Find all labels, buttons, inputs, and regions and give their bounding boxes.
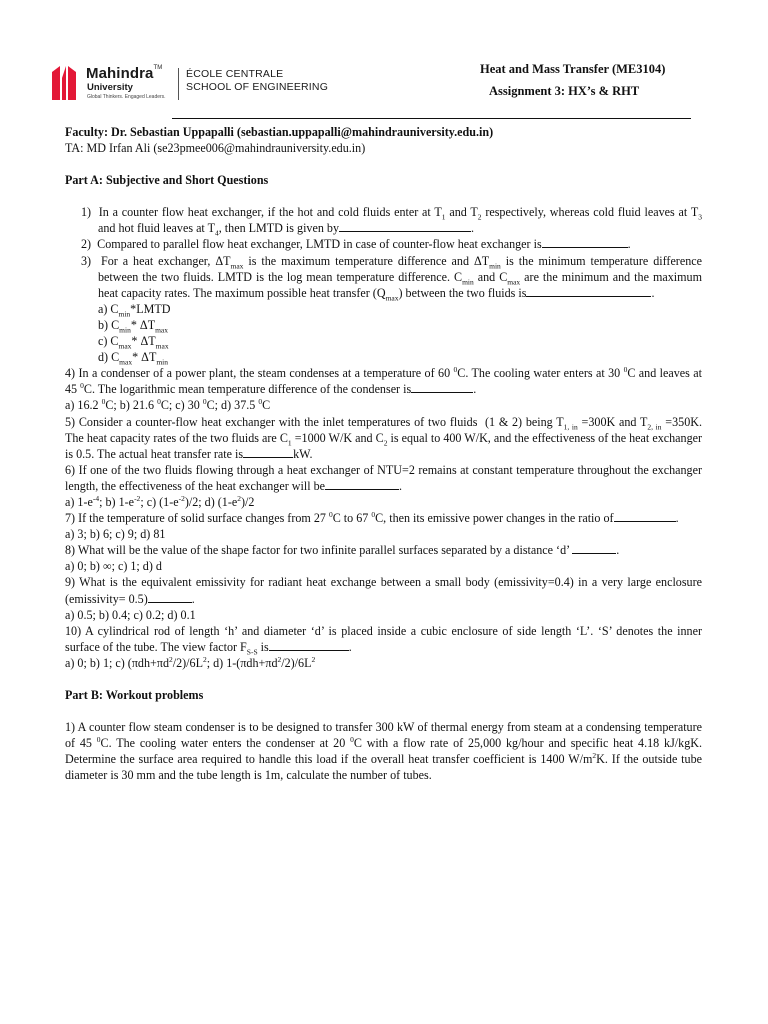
question-8-options: a) 0; b) ∞; c) 1; d) d xyxy=(65,559,162,574)
question-10-options: a) 0; b) 1; c) $(\pi dh+\pi d^2/2)/6L^2$; d) $1-(\pi dh+\pi d^2/2)/6L^2$ xyxy=(65,654,316,670)
question-3-option-d: d) $C_{max}*$ $\Delta T_{min}$ xyxy=(98,350,169,367)
question-7-options: a) 3; b) 6; c) 9; d) 81 xyxy=(65,527,166,542)
question-2: 2) Compared to parallel flow heat exchanger, LMTD in case of counter-flow heat exchanger is . xyxy=(81,237,631,252)
course-title: Heat and Mass Transfer (ME3104) xyxy=(480,62,666,76)
question-1: 1) In a counter flow heat exchanger, if the hot and cold fluids enter at $T_1$ and $T_2$ respectively, whereas cold fluid leaves at $T_3$ and hot fluid leaves at $T_4$, then LMTD is given by . xyxy=(81,205,702,238)
assignment-title: Assignment 3: HX’s & RHT xyxy=(489,84,640,98)
workout-problem-1: 1) A counter flow steam condenser is to be designed to transfer 300 kW of thermal energy from steam at a condensing temperature of 45 $^0$C. The cooling water enters the condenser at 20 $^0$C with a flow rate of 25,000 kg/hour and specific heat 4.18 kJ/kgK. Determine the surface area required to handle this load if the overall heat transfer coefficient is 1400 $W/m^2K$. If the outside tube diameter is 30 mm and the tube length is 1m, calculate the number of tubes. xyxy=(65,720,703,783)
question-3-option-c: c) $C_{max}*$ $\Delta T_{max}$ xyxy=(98,334,169,351)
mahindra-logo-icon xyxy=(52,66,82,100)
part-a-title: Part A: Subjective and Short Questions xyxy=(65,173,269,188)
question-4: 4) In a condenser of a power plant, the steam condenses at a temperature of 60 $^0$C. The cooling water enters at 30 $^0$C and leaves at 45 $^0$C. The logarithmic mean temperature difference of the condenser is . xyxy=(65,365,703,397)
question-3: 3) For a heat exchanger, $\Delta T_{max}$ is the maximum temperature difference and $\Delta T_{min}$ is the minimum temperature difference between the two fluids. LMTD is the log mean temperature difference. $C_{min}$ and $C_{max}$ are the minimum and the maximum heat capacity rates. The maximum possible heat transfer $(Q_{max})$ between the two fluids is . xyxy=(81,253,702,303)
logo-mahindra-text: Mahindra™ xyxy=(86,65,163,82)
question-4-options: a) 16.2 $^0$C; b) 21.6 $^0$C; c) 30 $^0$C; d) 37.5 $^0$C xyxy=(65,397,271,413)
faculty-line: Faculty: Dr. Sebastian Uppapalli (sebastian.uppapalli@mahindrauniversity.edu.in) xyxy=(65,125,494,139)
question-10: 10) A cylindrical rod of length ‘h’ and diameter ‘d’ is placed inside a cubic enclosure of side length ‘L’. ‘S’ denotes the inner surface of the tube. The view factor $F_{S-S}$ is . xyxy=(65,623,702,657)
question-3-option-b: b) $C_{min}*$ $\Delta T_{max}$ xyxy=(98,317,169,335)
question-7: 7) If the temperature of solid surface changes from 27 $^0$C to 67 $^0$C, then its emissive power changes in the ratio of . xyxy=(65,510,679,526)
question-5: 5) Consider a counter-flow heat exchanger with the inlet temperatures of two fluids (1 & 2) being $T_{1, in} =300K$ and $T_{2, in} =350K$. The heat capacity rates of the two fluids are $C_1 =1000$ W/K and $C_2$ is equal to 400 W/K, and the effectiveness of the heat exchanger is 0.5. The actual heat transfer rate is kW. xyxy=(65,414,703,461)
question-9-options: a) 0.5; b) 0.4; c) 0.2; d) 0.1 xyxy=(65,607,196,622)
school-name: ÉCOLE CENTRALE SCHOOL OF ENGINEERING xyxy=(186,68,329,93)
ta-line: TA: MD Irfan Ali (se23pmee006@mahindrauniversity.edu.in) xyxy=(65,141,366,156)
question-3-option-a: a) $C_{min}*LMTD$ xyxy=(98,301,171,319)
logo-tagline: Global Thinkers. Engaged Leaders. xyxy=(87,94,166,100)
part-b-title: Part B: Workout problems xyxy=(65,688,204,702)
logo-university-text: University xyxy=(87,82,133,93)
question-9: 9) What is the equivalent emissivity for radiant heat exchange between a small body (emissivity=0.4) in a very large enclosure (emissivity= 0.5) . xyxy=(65,575,702,606)
header-rule xyxy=(172,118,691,119)
document-body xyxy=(65,124,702,783)
question-8: 8) What will be the value of the shape factor for two infinite parallel surfaces separated by a distance ‘d’ . xyxy=(65,543,620,558)
logo-divider xyxy=(178,68,179,100)
university-logo xyxy=(52,66,352,106)
question-6: 6) If one of the two fluids flowing through a heat exchanger of NTU=2 remains at constant temperature throughout the exchanger length, the effectiveness of the heat exchanger will be . xyxy=(65,462,702,493)
question-6-options: a) $1-e^{-4}$; b) $1-e^{-2}$; c) $(1-e^{-2})/2$; d) $(1-e^2)/2$ xyxy=(65,493,255,509)
